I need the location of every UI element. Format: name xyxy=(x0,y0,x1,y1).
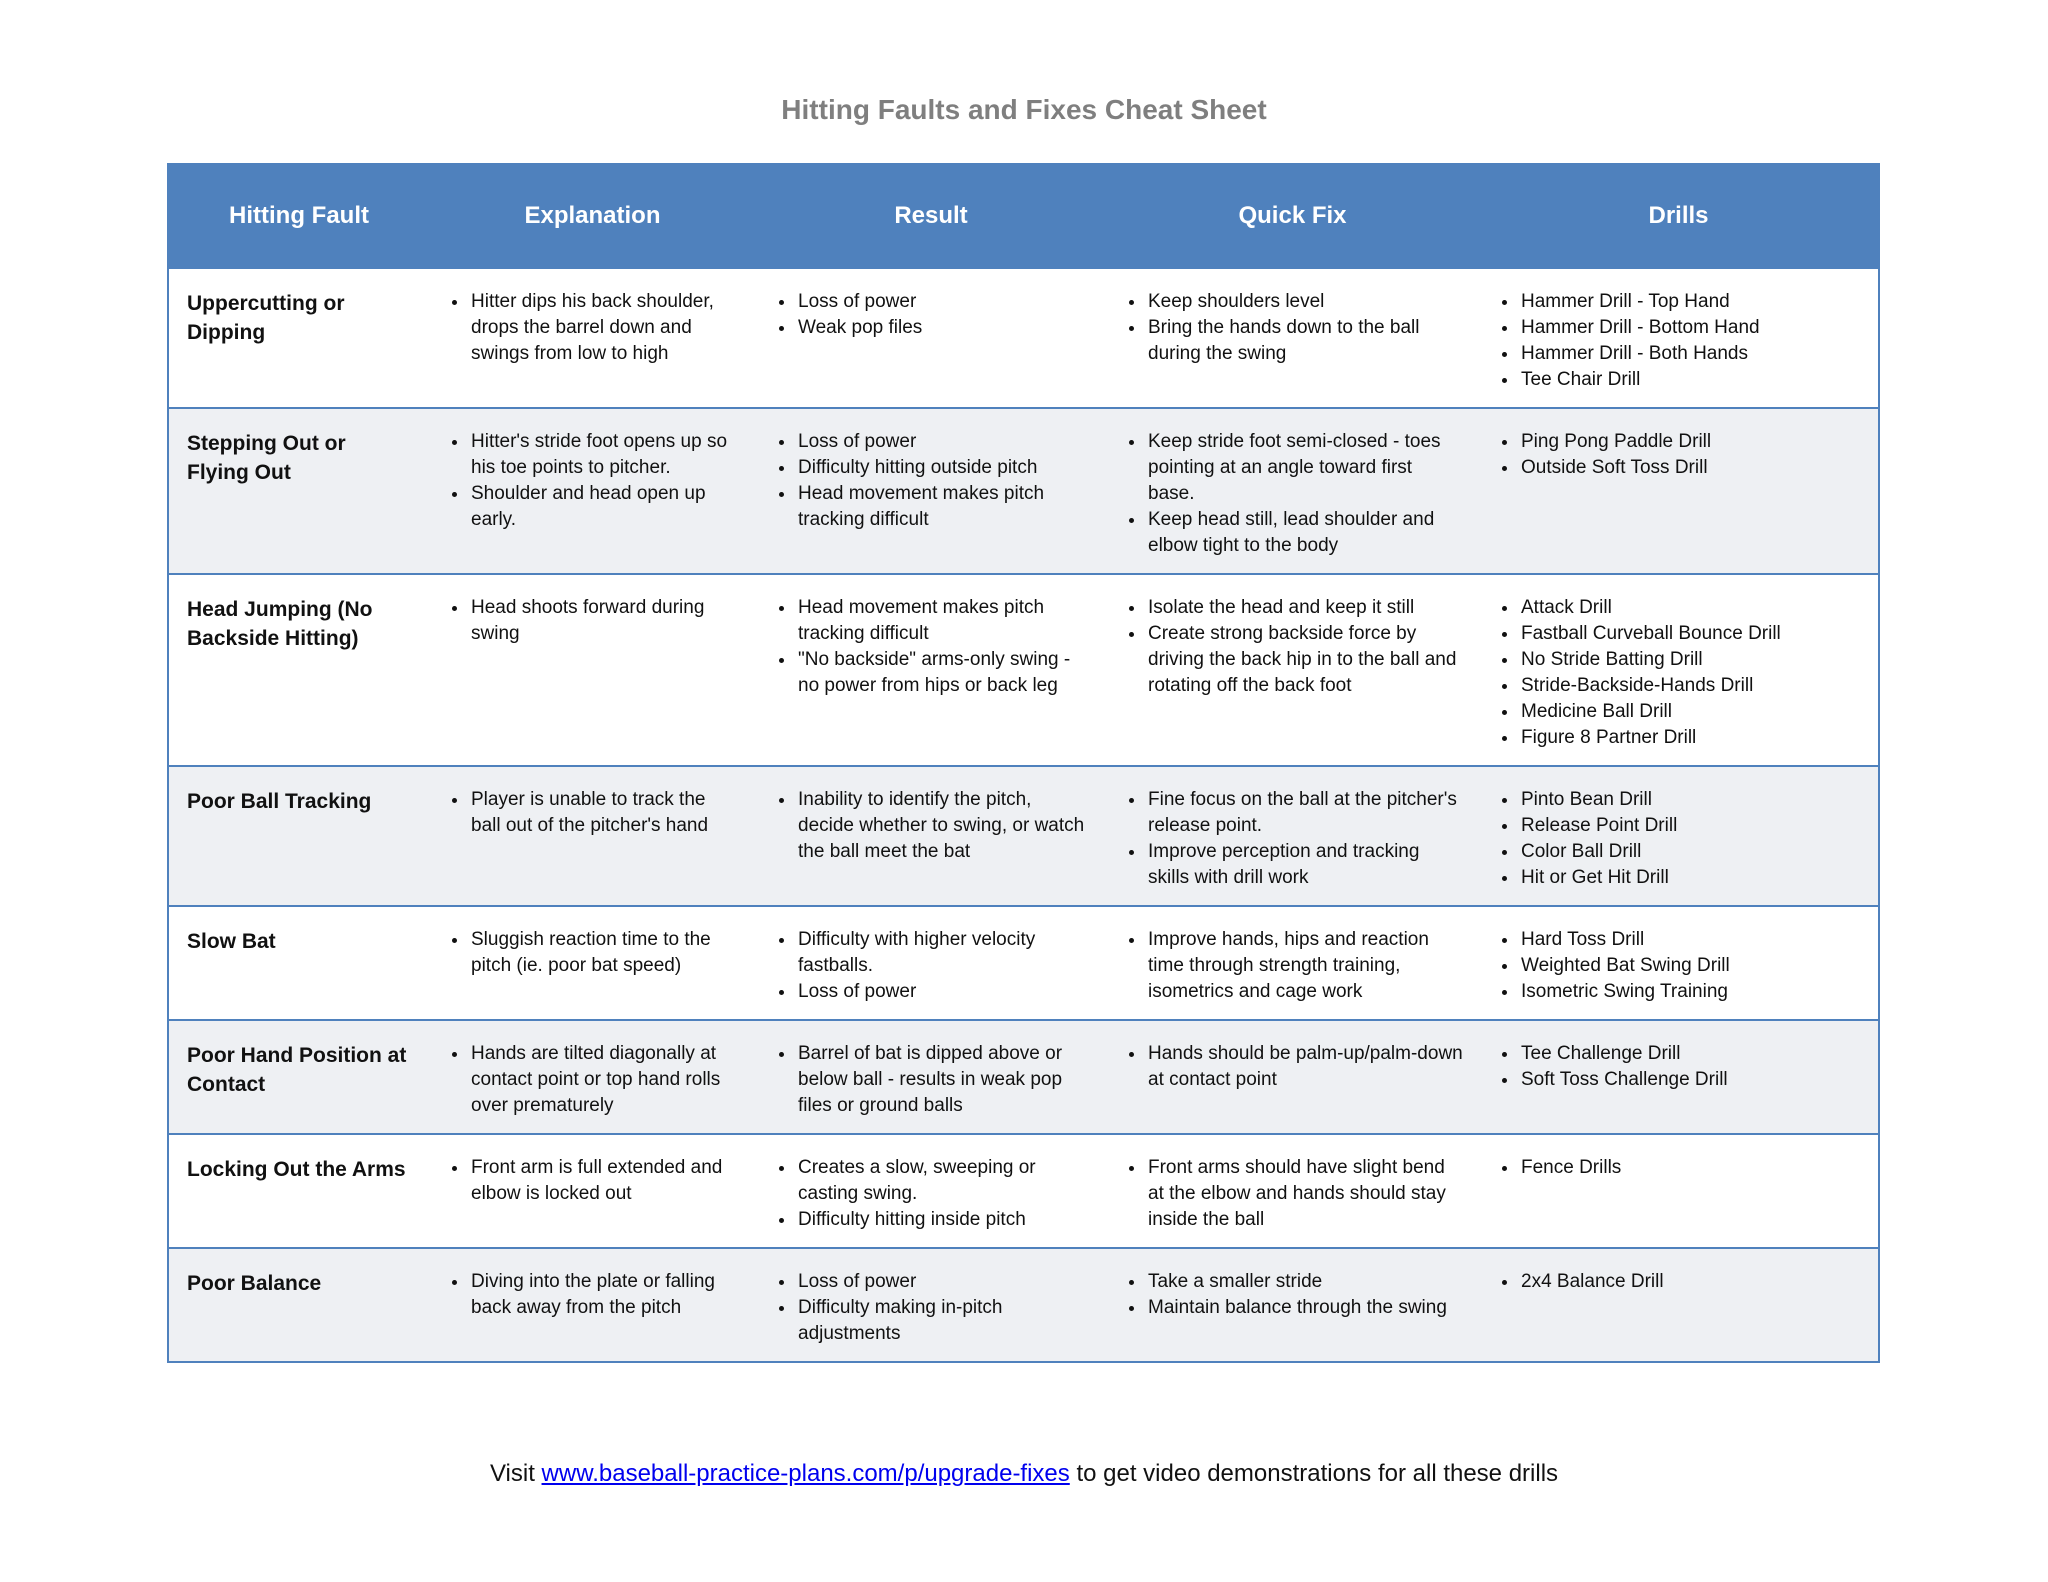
fault-name-cell: Poor Ball Tracking xyxy=(168,766,429,906)
quick-fix-cell xyxy=(1106,268,1479,408)
table-row xyxy=(168,1020,1879,1134)
result-cell xyxy=(756,408,1106,574)
list-item: • Keep shoulders level xyxy=(1146,289,1463,315)
result-cell xyxy=(756,766,1106,906)
list-item: • 2x4 Balance Drill xyxy=(1519,1269,1862,1295)
list-item: • Tee Chair Drill xyxy=(1519,367,1862,393)
list-item: • Loss of power xyxy=(796,1269,1090,1295)
list-item: • Difficulty hitting outside pitch xyxy=(796,455,1090,481)
explanation-cell xyxy=(429,1248,756,1362)
list-item: • Isometric Swing Training xyxy=(1519,979,1862,1005)
table-row xyxy=(168,268,1879,408)
bullet-list xyxy=(1497,927,1862,1005)
page-title: Hitting Faults and Fixes Cheat Sheet xyxy=(781,94,1267,125)
column-header-drills: Drills xyxy=(1479,164,1879,268)
quick-fix-cell xyxy=(1106,906,1479,1020)
list-item: • Create strong backside force by driving the back hip in to the ball and rotating off the back foot xyxy=(1146,621,1463,699)
list-item: • Tee Challenge Drill xyxy=(1519,1041,1862,1067)
table-row xyxy=(168,1248,1879,1362)
explanation-cell xyxy=(429,766,756,906)
bullet-list xyxy=(447,289,740,367)
list-item: • Front arm is full extended and elbow is locked out xyxy=(469,1155,740,1207)
fault-name-cell: Poor Hand Position at Contact xyxy=(168,1020,429,1134)
list-item: • Improve perception and tracking skills with drill work xyxy=(1146,839,1463,891)
list-item: • "No backside" arms-only swing - no power from hips or back leg xyxy=(796,647,1090,699)
bullet-list xyxy=(447,927,740,979)
list-item: • Fine focus on the ball at the pitcher's release point. xyxy=(1146,787,1463,839)
list-item: • Maintain balance through the swing xyxy=(1146,1295,1463,1321)
result-cell xyxy=(756,268,1106,408)
quick-fix-cell xyxy=(1106,408,1479,574)
fault-name-cell: Uppercutting or Dipping xyxy=(168,268,429,408)
list-item: • Hammer Drill - Both Hands xyxy=(1519,341,1862,367)
footer-prefix: Visit xyxy=(489,1460,535,1487)
explanation-cell xyxy=(429,906,756,1020)
list-item: • Figure 8 Partner Drill xyxy=(1519,725,1862,751)
list-item: • Hammer Drill - Bottom Hand xyxy=(1519,315,1862,341)
drills-cell xyxy=(1479,1134,1879,1248)
list-item: • Sluggish reaction time to the pitch (ie. poor bat speed) xyxy=(469,927,740,979)
bullet-list xyxy=(1124,1041,1463,1093)
bullet-list xyxy=(1124,595,1463,699)
bullet-list xyxy=(447,1269,740,1321)
explanation-cell xyxy=(429,408,756,574)
bullet-list xyxy=(1124,429,1463,559)
result-cell xyxy=(756,1134,1106,1248)
drills-cell xyxy=(1479,906,1879,1020)
bullet-list xyxy=(774,1041,1090,1119)
list-item: • Hitter's stride foot opens up so his toe points to pitcher. xyxy=(469,429,740,481)
list-item: • Inability to identify the pitch, decide whether to swing, or watch the ball meet the bat xyxy=(796,787,1090,865)
list-item: • Head movement makes pitch tracking difficult xyxy=(796,481,1090,533)
list-item: • Release Point Drill xyxy=(1519,813,1862,839)
table-row xyxy=(168,1134,1879,1248)
list-item: • Medicine Ball Drill xyxy=(1519,699,1862,725)
result-cell xyxy=(756,1248,1106,1362)
bullet-list xyxy=(1497,289,1862,393)
list-item: • Attack Drill xyxy=(1519,595,1862,621)
result-cell xyxy=(756,1020,1106,1134)
bullet-list xyxy=(1124,1269,1463,1321)
upgrade-fixes-link[interactable]: www.baseball-practice-plans.com/p/upgrade-fixes xyxy=(541,1460,1070,1487)
list-item: • Diving into the plate or falling back away from the pitch xyxy=(469,1269,740,1321)
bullet-list xyxy=(1497,787,1862,891)
result-cell xyxy=(756,574,1106,766)
explanation-cell xyxy=(429,1134,756,1248)
bullet-list xyxy=(774,289,1090,341)
bullet-list xyxy=(1124,289,1463,367)
list-item: • Difficulty with higher velocity fastballs. xyxy=(796,927,1090,979)
list-item: • Difficulty hitting inside pitch xyxy=(796,1207,1090,1233)
faults-table xyxy=(167,163,1880,1363)
bullet-list xyxy=(1497,1269,1862,1295)
quick-fix-cell xyxy=(1106,766,1479,906)
fault-name-cell: Head Jumping (No Backside Hitting) xyxy=(168,574,429,766)
drills-cell xyxy=(1479,574,1879,766)
list-item: • Keep stride foot semi-closed - toes pointing at an angle toward first base. xyxy=(1146,429,1463,507)
list-item: • Hit or Get Hit Drill xyxy=(1519,865,1862,891)
column-header-result: Result xyxy=(756,164,1106,268)
list-item: • Head movement makes pitch tracking difficult xyxy=(796,595,1090,647)
list-item: • Improve hands, hips and reaction time through strength training, isometrics and cage work xyxy=(1146,927,1463,1005)
bullet-list xyxy=(774,429,1090,533)
fault-name-cell: Locking Out the Arms xyxy=(168,1134,429,1248)
list-item: • Weighted Bat Swing Drill xyxy=(1519,953,1862,979)
bullet-list xyxy=(1497,1155,1862,1181)
list-item: • Fence Drills xyxy=(1519,1155,1862,1181)
list-item: • Soft Toss Challenge Drill xyxy=(1519,1067,1862,1093)
list-item: • Isolate the head and keep it still xyxy=(1146,595,1463,621)
bullet-list xyxy=(774,927,1090,1005)
bullet-list xyxy=(1124,1155,1463,1233)
table-row xyxy=(168,766,1879,906)
list-item: • Barrel of bat is dipped above or below ball - results in weak pop files or ground balls xyxy=(796,1041,1090,1119)
fault-name-cell: Poor Balance xyxy=(168,1248,429,1362)
bullet-list xyxy=(774,787,1090,865)
footer-note xyxy=(0,1460,2048,1488)
list-item: • Shoulder and head open up early. xyxy=(469,481,740,533)
bullet-list xyxy=(774,1269,1090,1347)
explanation-cell xyxy=(429,1020,756,1134)
drills-cell xyxy=(1479,268,1879,408)
table-row xyxy=(168,408,1879,574)
list-item: • Difficulty making in-pitch adjustments xyxy=(796,1295,1090,1347)
list-item: • Hitter dips his back shoulder, drops the barrel down and swings from low to high xyxy=(469,289,740,367)
column-header-quick-fix: Quick Fix xyxy=(1106,164,1479,268)
explanation-cell xyxy=(429,268,756,408)
footer-suffix: to get video demonstrations for all these drills xyxy=(1076,1460,1559,1487)
list-item: • Hammer Drill - Top Hand xyxy=(1519,289,1862,315)
table-row xyxy=(168,574,1879,766)
list-item: • Hard Toss Drill xyxy=(1519,927,1862,953)
bullet-list xyxy=(774,595,1090,699)
table-body xyxy=(168,268,1879,1362)
bullet-list xyxy=(447,1041,740,1119)
drills-cell xyxy=(1479,766,1879,906)
quick-fix-cell xyxy=(1106,574,1479,766)
list-item: • Color Ball Drill xyxy=(1519,839,1862,865)
list-item: • Loss of power xyxy=(796,979,1090,1005)
list-item: • Front arms should have slight bend at the elbow and hands should stay inside the ball xyxy=(1146,1155,1463,1233)
bullet-list xyxy=(447,1155,740,1207)
bullet-list xyxy=(1124,927,1463,1005)
column-header-fault: Hitting Fault xyxy=(168,164,429,268)
column-header-explanation: Explanation xyxy=(429,164,756,268)
drills-cell xyxy=(1479,408,1879,574)
list-item: • Outside Soft Toss Drill xyxy=(1519,455,1862,481)
list-item: • Hands are tilted diagonally at contact point or top hand rolls over prematurely xyxy=(469,1041,740,1119)
drills-cell xyxy=(1479,1248,1879,1362)
list-item: • Head shoots forward during swing xyxy=(469,595,740,647)
fault-name-cell: Stepping Out or Flying Out xyxy=(168,408,429,574)
list-item: • Loss of power xyxy=(796,429,1090,455)
list-item: • Loss of power xyxy=(796,289,1090,315)
list-item: • Take a smaller stride xyxy=(1146,1269,1463,1295)
explanation-cell xyxy=(429,574,756,766)
list-item: • Keep head still, lead shoulder and elbow tight to the body xyxy=(1146,507,1463,559)
list-item: • Fastball Curveball Bounce Drill xyxy=(1519,621,1862,647)
list-item: • Player is unable to track the ball out of the pitcher's hand xyxy=(469,787,740,839)
list-item: • Bring the hands down to the ball during the swing xyxy=(1146,315,1463,367)
bullet-list xyxy=(1124,787,1463,891)
bullet-list xyxy=(1497,429,1862,481)
quick-fix-cell xyxy=(1106,1134,1479,1248)
list-item: • Weak pop files xyxy=(796,315,1090,341)
result-cell xyxy=(756,906,1106,1020)
bullet-list xyxy=(447,787,740,839)
list-item: • Creates a slow, sweeping or casting swing. xyxy=(796,1155,1090,1207)
bullet-list xyxy=(447,595,740,647)
list-item: • Pinto Bean Drill xyxy=(1519,787,1862,813)
list-item: • No Stride Batting Drill xyxy=(1519,647,1862,673)
bullet-list xyxy=(447,429,740,533)
quick-fix-cell xyxy=(1106,1248,1479,1362)
drills-cell xyxy=(1479,1020,1879,1134)
list-item: • Ping Pong Paddle Drill xyxy=(1519,429,1862,455)
table-row xyxy=(168,906,1879,1020)
bullet-list xyxy=(1497,1041,1862,1093)
list-item: • Stride-Backside-Hands Drill xyxy=(1519,673,1862,699)
bullet-list xyxy=(1497,595,1862,751)
fault-name-cell: Slow Bat xyxy=(168,906,429,1020)
quick-fix-cell xyxy=(1106,1020,1479,1134)
list-item: • Hands should be palm-up/palm-down at contact point xyxy=(1146,1041,1463,1093)
bullet-list xyxy=(774,1155,1090,1233)
table-header-row xyxy=(168,164,1879,268)
